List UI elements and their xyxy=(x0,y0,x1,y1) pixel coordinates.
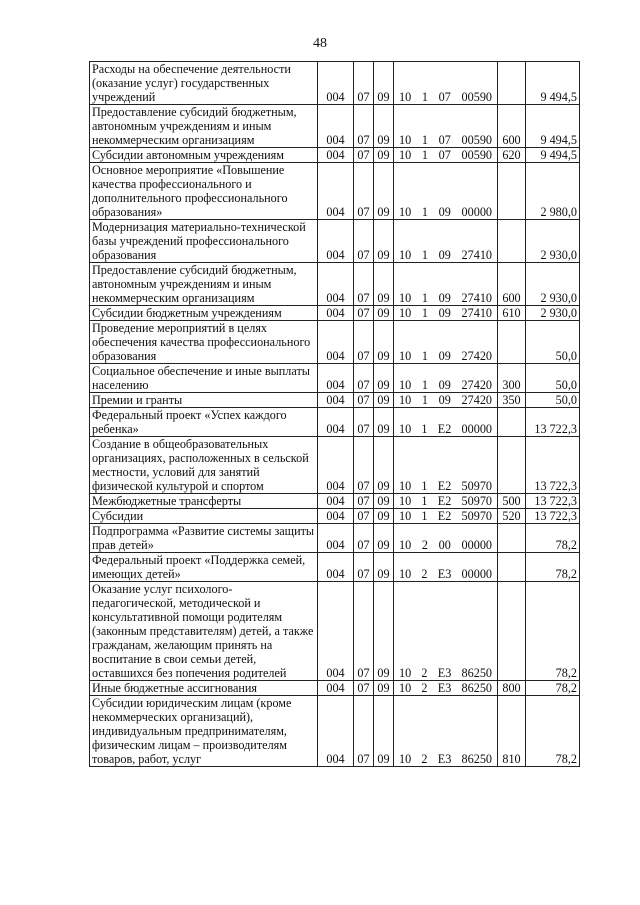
table-row xyxy=(90,148,580,163)
table-row xyxy=(90,681,580,696)
amount: 9 494,5 xyxy=(526,105,580,148)
program-code: 10 xyxy=(399,378,412,392)
table-row xyxy=(90,220,580,263)
target-article-code xyxy=(394,408,498,437)
amount: 78,2 xyxy=(526,553,580,582)
direction-code: 50970 xyxy=(461,509,492,523)
section-code: 07 xyxy=(354,163,374,220)
target-article-code xyxy=(394,582,498,681)
table-row xyxy=(90,696,580,767)
event-code: E2 xyxy=(437,479,452,493)
table-row xyxy=(90,306,580,321)
subprogram-code: 1 xyxy=(421,393,428,407)
admin-code: 004 xyxy=(318,263,354,306)
subprogram-code: 1 xyxy=(421,205,428,219)
row-name: Создание в общеобразовательных организациях, расположенных в сельской местности, условий для занятий физической культурой и спортом xyxy=(90,437,318,494)
section-code: 07 xyxy=(354,364,374,393)
program-code: 10 xyxy=(399,681,412,695)
row-name: Субсидии юридическим лицам (кроме некоммерческих организаций), индивидуальным предпринимателям, физическим лицам – производителям товаров, работ, услуг xyxy=(90,696,318,767)
subsection-code: 09 xyxy=(374,582,394,681)
amount: 13 722,3 xyxy=(526,509,580,524)
admin-code: 004 xyxy=(318,393,354,408)
event-code: 00 xyxy=(438,538,451,552)
event-code: E2 xyxy=(437,422,452,436)
program-code: 10 xyxy=(399,479,412,493)
section-code: 07 xyxy=(354,408,374,437)
section-code: 07 xyxy=(354,105,374,148)
event-code: E3 xyxy=(437,567,452,581)
section-code: 07 xyxy=(354,681,374,696)
subsection-code: 09 xyxy=(374,696,394,767)
section-code: 07 xyxy=(354,393,374,408)
subsection-code: 09 xyxy=(374,263,394,306)
table-row xyxy=(90,408,580,437)
table-row xyxy=(90,437,580,494)
table-row xyxy=(90,105,580,148)
direction-code: 00000 xyxy=(461,567,492,581)
expense-type-code xyxy=(498,582,526,681)
direction-code: 00590 xyxy=(461,90,492,104)
program-code: 10 xyxy=(399,393,412,407)
section-code: 07 xyxy=(354,263,374,306)
program-code: 10 xyxy=(399,133,412,147)
target-article-code xyxy=(394,163,498,220)
program-code: 10 xyxy=(399,494,412,508)
amount: 2 930,0 xyxy=(526,306,580,321)
program-code: 10 xyxy=(399,248,412,262)
event-code: E3 xyxy=(437,666,452,680)
table-row xyxy=(90,321,580,364)
subprogram-code: 1 xyxy=(421,378,428,392)
subsection-code: 09 xyxy=(374,105,394,148)
subsection-code: 09 xyxy=(374,321,394,364)
program-code: 10 xyxy=(399,666,412,680)
direction-code: 00590 xyxy=(461,148,492,162)
expense-type-code: 800 xyxy=(498,681,526,696)
section-code: 07 xyxy=(354,321,374,364)
subsection-code: 09 xyxy=(374,163,394,220)
target-article-code xyxy=(394,148,498,163)
program-code: 10 xyxy=(399,291,412,305)
program-code: 10 xyxy=(399,306,412,320)
subprogram-code: 1 xyxy=(421,148,428,162)
admin-code: 004 xyxy=(318,306,354,321)
subsection-code: 09 xyxy=(374,553,394,582)
amount: 2 930,0 xyxy=(526,220,580,263)
amount: 78,2 xyxy=(526,681,580,696)
target-article-code xyxy=(394,553,498,582)
admin-code: 004 xyxy=(318,696,354,767)
admin-code: 004 xyxy=(318,494,354,509)
table-row xyxy=(90,509,580,524)
row-name: Оказание услуг психолого-педагогической, методической и консультативной помощи родителям (законным представителям) детей, а также гражданам, желающим принять на воспитание в свои семьи детей, оставшихся без попечения родителей xyxy=(90,582,318,681)
direction-code: 27420 xyxy=(461,378,492,392)
row-name: Субсидии xyxy=(90,509,318,524)
subprogram-code: 1 xyxy=(421,422,428,436)
page-number: 48 xyxy=(313,36,327,51)
program-code: 10 xyxy=(399,90,412,104)
row-name: Федеральный проект «Поддержка семей, имеющих детей» xyxy=(90,553,318,582)
subprogram-code: 1 xyxy=(421,509,428,523)
row-name: Проведение мероприятий в целях обеспечения качества профессионального образования xyxy=(90,321,318,364)
admin-code: 004 xyxy=(318,163,354,220)
direction-code: 27410 xyxy=(461,306,492,320)
direction-code: 50970 xyxy=(461,479,492,493)
row-name: Субсидии бюджетным учреждениям xyxy=(90,306,318,321)
amount: 50,0 xyxy=(526,321,580,364)
subprogram-code: 1 xyxy=(421,306,428,320)
subsection-code: 09 xyxy=(374,408,394,437)
expense-type-code: 500 xyxy=(498,494,526,509)
row-name: Предоставление субсидий бюджетным, автономным учреждениям и иным некоммерческим организациям xyxy=(90,105,318,148)
program-code: 10 xyxy=(399,538,412,552)
row-name: Премии и гранты xyxy=(90,393,318,408)
event-code: 07 xyxy=(438,133,451,147)
expense-type-code xyxy=(498,437,526,494)
amount: 13 722,3 xyxy=(526,494,580,509)
expense-type-code xyxy=(498,321,526,364)
row-name: Расходы на обеспечение деятельности (оказание услуг) государственных учреждений xyxy=(90,62,318,105)
subsection-code: 09 xyxy=(374,437,394,494)
expense-type-code xyxy=(498,163,526,220)
subsection-code: 09 xyxy=(374,62,394,105)
subprogram-code: 1 xyxy=(421,349,428,363)
admin-code: 004 xyxy=(318,553,354,582)
program-code: 10 xyxy=(399,567,412,581)
subprogram-code: 1 xyxy=(421,90,428,104)
section-code: 07 xyxy=(354,509,374,524)
target-article-code xyxy=(394,437,498,494)
admin-code: 004 xyxy=(318,364,354,393)
amount: 9 494,5 xyxy=(526,148,580,163)
event-code: 09 xyxy=(438,248,451,262)
table-row xyxy=(90,263,580,306)
expense-type-code: 610 xyxy=(498,306,526,321)
amount: 13 722,3 xyxy=(526,437,580,494)
section-code: 07 xyxy=(354,62,374,105)
admin-code: 004 xyxy=(318,509,354,524)
subsection-code: 09 xyxy=(374,306,394,321)
section-code: 07 xyxy=(354,553,374,582)
admin-code: 004 xyxy=(318,681,354,696)
table-row xyxy=(90,494,580,509)
direction-code: 00000 xyxy=(461,422,492,436)
amount: 9 494,5 xyxy=(526,62,580,105)
table-row xyxy=(90,393,580,408)
section-code: 07 xyxy=(354,582,374,681)
subprogram-code: 2 xyxy=(421,567,428,581)
program-code: 10 xyxy=(399,148,412,162)
expense-type-code: 520 xyxy=(498,509,526,524)
row-name: Межбюджетные трансферты xyxy=(90,494,318,509)
target-article-code xyxy=(394,105,498,148)
subsection-code: 09 xyxy=(374,494,394,509)
expense-type-code xyxy=(498,553,526,582)
expense-type-code: 600 xyxy=(498,105,526,148)
amount: 78,2 xyxy=(526,696,580,767)
row-name: Субсидии автономным учреждениям xyxy=(90,148,318,163)
budget-table xyxy=(89,61,580,767)
amount: 2 980,0 xyxy=(526,163,580,220)
expense-type-code: 300 xyxy=(498,364,526,393)
event-code: E2 xyxy=(437,509,452,523)
subprogram-code: 2 xyxy=(421,666,428,680)
row-name: Основное мероприятие «Повышение качества профессионального и дополнительного профессионального образования» xyxy=(90,163,318,220)
event-code: 07 xyxy=(438,90,451,104)
target-article-code xyxy=(394,696,498,767)
table-row xyxy=(90,524,580,553)
subprogram-code: 2 xyxy=(421,752,428,766)
subprogram-code: 1 xyxy=(421,494,428,508)
table-row xyxy=(90,62,580,105)
target-article-code xyxy=(394,263,498,306)
expense-type-code xyxy=(498,220,526,263)
table-row xyxy=(90,163,580,220)
target-article-code xyxy=(394,220,498,263)
event-code: E2 xyxy=(437,494,452,508)
direction-code: 50970 xyxy=(461,494,492,508)
subsection-code: 09 xyxy=(374,509,394,524)
table-row xyxy=(90,582,580,681)
event-code: 09 xyxy=(438,291,451,305)
section-code: 07 xyxy=(354,148,374,163)
direction-code: 00590 xyxy=(461,133,492,147)
admin-code: 004 xyxy=(318,524,354,553)
program-code: 10 xyxy=(399,752,412,766)
section-code: 07 xyxy=(354,696,374,767)
admin-code: 004 xyxy=(318,62,354,105)
row-name: Иные бюджетные ассигнования xyxy=(90,681,318,696)
table-row xyxy=(90,364,580,393)
event-code: 09 xyxy=(438,378,451,392)
subsection-code: 09 xyxy=(374,220,394,263)
row-name: Социальное обеспечение и иные выплаты населению xyxy=(90,364,318,393)
amount: 50,0 xyxy=(526,393,580,408)
target-article-code xyxy=(394,364,498,393)
direction-code: 86250 xyxy=(461,666,492,680)
target-article-code xyxy=(394,306,498,321)
table-row xyxy=(90,553,580,582)
admin-code: 004 xyxy=(318,437,354,494)
program-code: 10 xyxy=(399,422,412,436)
expense-type-code xyxy=(498,62,526,105)
section-code: 07 xyxy=(354,494,374,509)
amount: 78,2 xyxy=(526,582,580,681)
expense-type-code xyxy=(498,524,526,553)
admin-code: 004 xyxy=(318,321,354,364)
target-article-code xyxy=(394,321,498,364)
direction-code: 00000 xyxy=(461,205,492,219)
subprogram-code: 1 xyxy=(421,133,428,147)
amount: 13 722,3 xyxy=(526,408,580,437)
direction-code: 86250 xyxy=(461,681,492,695)
amount: 78,2 xyxy=(526,524,580,553)
direction-code: 86250 xyxy=(461,752,492,766)
target-article-code xyxy=(394,494,498,509)
target-article-code xyxy=(394,509,498,524)
section-code: 07 xyxy=(354,437,374,494)
row-name: Предоставление субсидий бюджетным, автономным учреждениям и иным некоммерческим организациям xyxy=(90,263,318,306)
direction-code: 27420 xyxy=(461,393,492,407)
subsection-code: 09 xyxy=(374,148,394,163)
admin-code: 004 xyxy=(318,148,354,163)
section-code: 07 xyxy=(354,306,374,321)
row-name: Федеральный проект «Успех каждого ребенка» xyxy=(90,408,318,437)
event-code: 07 xyxy=(438,148,451,162)
amount: 2 930,0 xyxy=(526,263,580,306)
target-article-code xyxy=(394,393,498,408)
event-code: E3 xyxy=(437,752,452,766)
subprogram-code: 1 xyxy=(421,479,428,493)
admin-code: 004 xyxy=(318,408,354,437)
expense-type-code: 600 xyxy=(498,263,526,306)
expense-type-code xyxy=(498,408,526,437)
admin-code: 004 xyxy=(318,582,354,681)
event-code: 09 xyxy=(438,349,451,363)
direction-code: 27420 xyxy=(461,349,492,363)
section-code: 07 xyxy=(354,524,374,553)
subsection-code: 09 xyxy=(374,681,394,696)
amount: 50,0 xyxy=(526,364,580,393)
subprogram-code: 1 xyxy=(421,291,428,305)
direction-code: 27410 xyxy=(461,248,492,262)
admin-code: 004 xyxy=(318,220,354,263)
subsection-code: 09 xyxy=(374,364,394,393)
subprogram-code: 2 xyxy=(421,538,428,552)
program-code: 10 xyxy=(399,349,412,363)
subprogram-code: 1 xyxy=(421,248,428,262)
subsection-code: 09 xyxy=(374,524,394,553)
subprogram-code: 2 xyxy=(421,681,428,695)
program-code: 10 xyxy=(399,205,412,219)
target-article-code xyxy=(394,681,498,696)
admin-code: 004 xyxy=(318,105,354,148)
expense-type-code: 620 xyxy=(498,148,526,163)
target-article-code xyxy=(394,524,498,553)
event-code: 09 xyxy=(438,205,451,219)
direction-code: 00000 xyxy=(461,538,492,552)
direction-code: 27410 xyxy=(461,291,492,305)
event-code: 09 xyxy=(438,393,451,407)
row-name: Модернизация материально-технической базы учреждений профессионального образования xyxy=(90,220,318,263)
event-code: 09 xyxy=(438,306,451,320)
program-code: 10 xyxy=(399,509,412,523)
target-article-code xyxy=(394,62,498,105)
row-name: Подпрограмма «Развитие системы защиты прав детей» xyxy=(90,524,318,553)
expense-type-code: 810 xyxy=(498,696,526,767)
expense-type-code: 350 xyxy=(498,393,526,408)
subsection-code: 09 xyxy=(374,393,394,408)
event-code: E3 xyxy=(437,681,452,695)
section-code: 07 xyxy=(354,220,374,263)
